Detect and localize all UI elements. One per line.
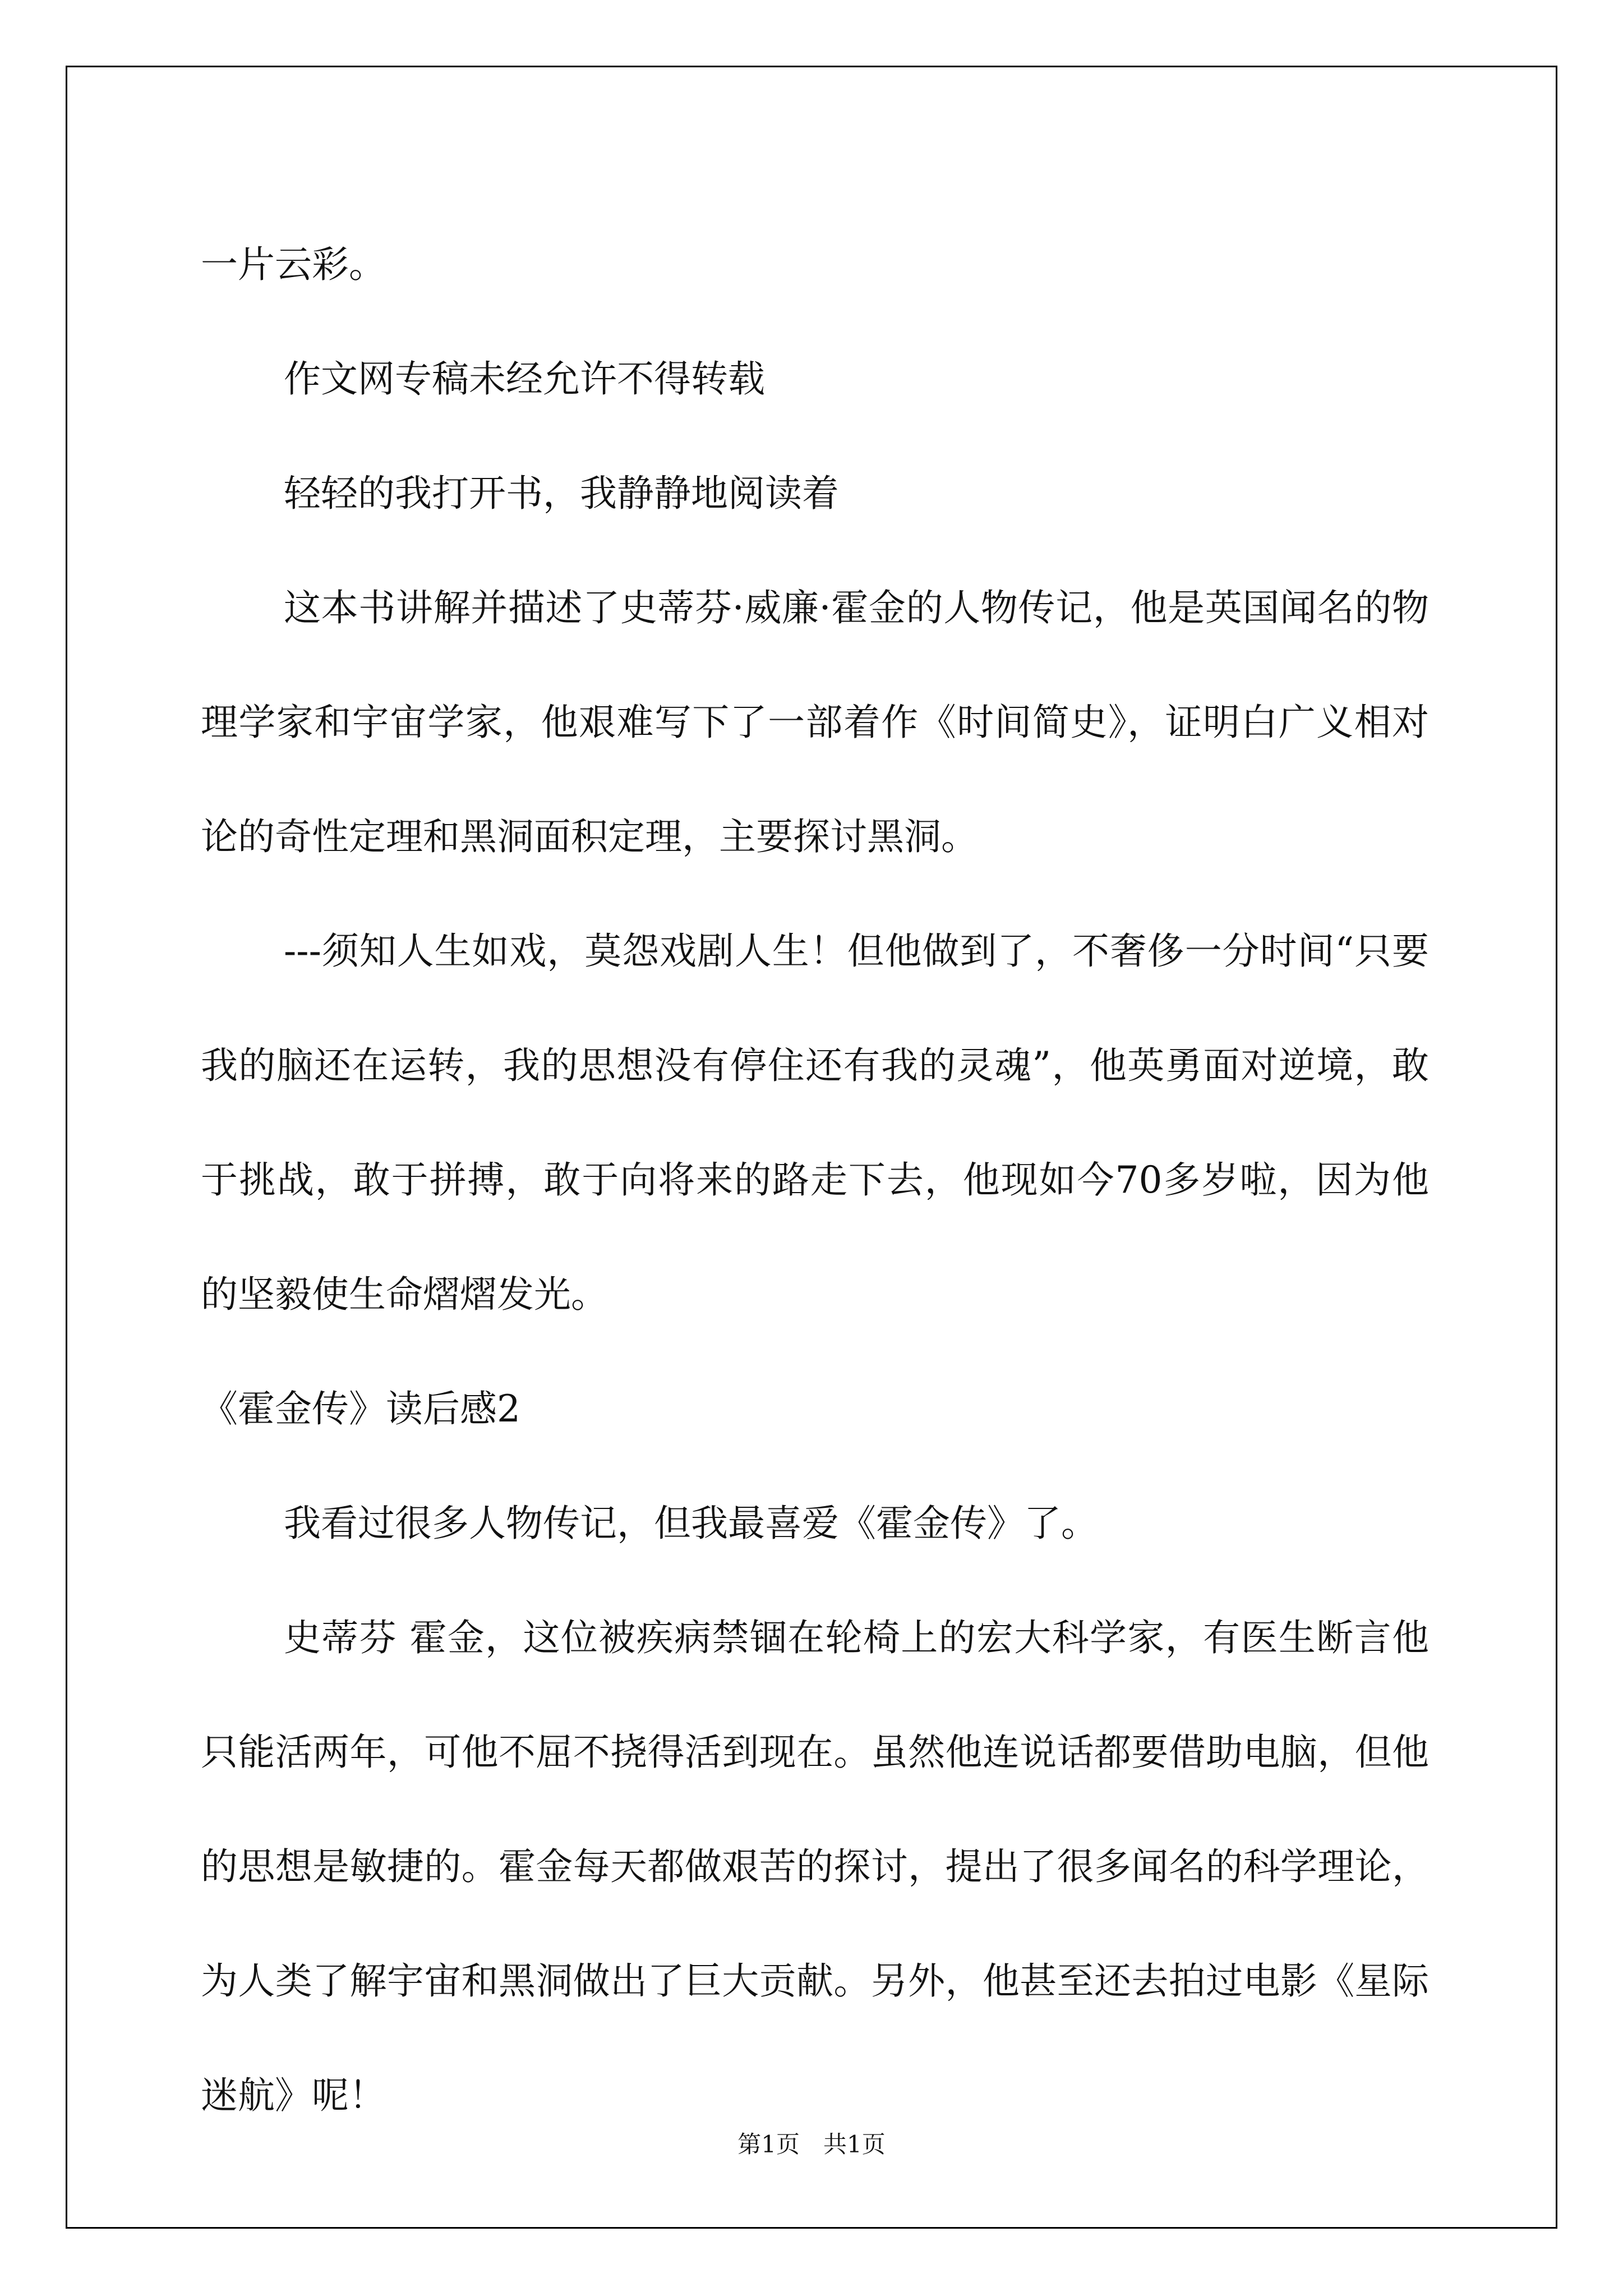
paragraph-6: 我看过很多人物传记，但我最喜爱《霍金传》了。 [284,1502,1098,1545]
section-heading: 《霍金传》读后感2 [201,1387,520,1430]
document-body [201,208,1429,2153]
paragraph-2: 作文网专稿未经允许不得转载 [284,357,765,401]
page-footer: 第1页 共1页 [737,2131,886,2158]
paragraph-5: ---须知人生如戏，莫怨戏剧人生！但他做到了，不奢侈一分时间“只要我的脑还在运转，我的思想没有停住还有我的灵魂”，他英勇面对逆境，敢于挑战，敢于拼搏，敢于向将来的路走下去，他现如今70多岁啦，因为他的坚毅使生命熠熠发光。 [201,930,1429,1316]
paragraph-4: 这本书讲解并描述了史蒂芬·威廉·霍金的人物传记，他是英国闻名的物理学家和宇宙学家，他艰难写下了一部着作《时间简史》，证明白广义相对论的奇性定理和黑洞面积定理，主要探讨黑洞。 [201,586,1429,858]
paragraph-7: 史蒂芬 霍金，这位被疾病禁锢在轮椅上的宏大科学家，有医生断言他只能活两年，可他不屈不挠得活到现在。虽然他连说话都要借助电脑，但他的思想是敏捷的。霍金每天都做艰苦的探讨，提出了很多闻名的科学理论，为人类了解宇宙和黑洞做出了巨大贡献。另外，他甚至还去拍过电影《星际迷航》呢！ [201,1616,1429,2117]
paragraph-3: 轻轻的我打开书，我静静地阅读着 [284,472,839,515]
paragraph-1: 一片云彩。 [201,243,386,286]
